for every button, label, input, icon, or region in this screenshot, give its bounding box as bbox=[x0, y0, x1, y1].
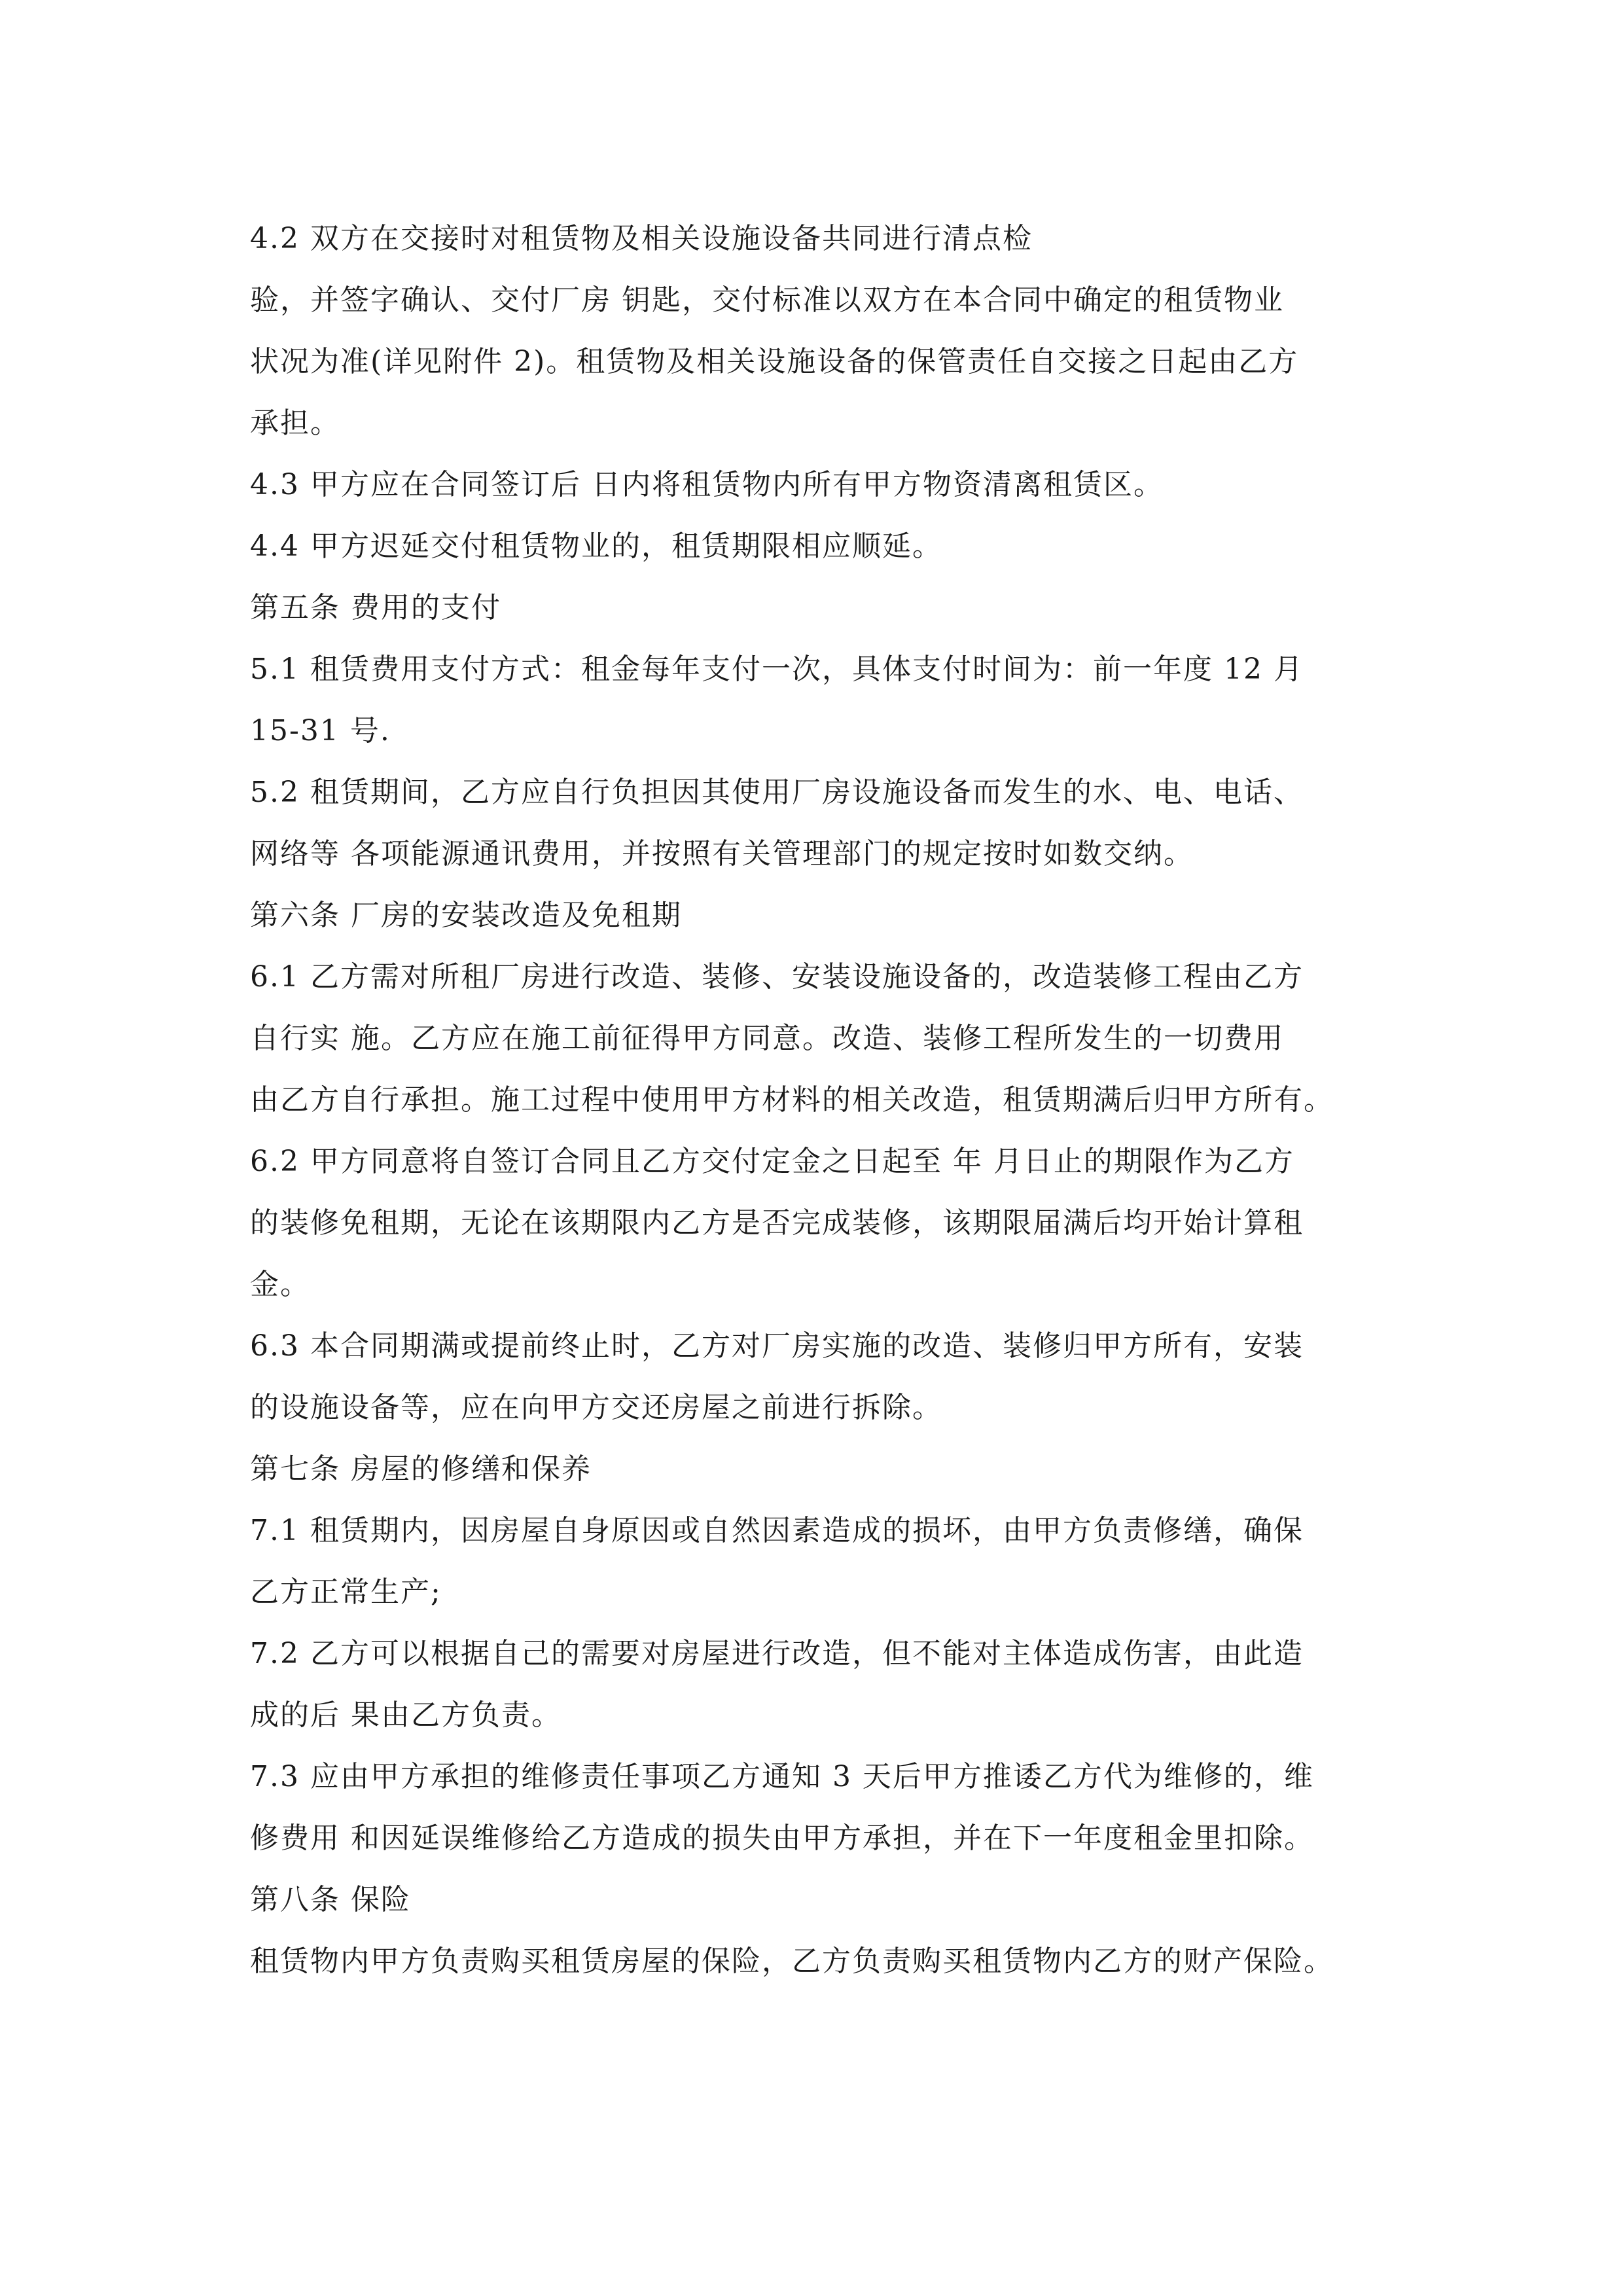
clause-5-1-line-2: 15-31 号. bbox=[250, 714, 391, 747]
article-8-text: 租赁物内甲方负责购买租赁房屋的保险，乙方负责购买租赁物内乙方的财产保险。 bbox=[250, 1945, 1334, 1978]
article-8-heading: 第八条 保险 bbox=[250, 1883, 411, 1916]
clause-6-1-line-2: 自行实 施。乙方应在施工前征得甲方同意。改造、装修工程所发生的一切费用 bbox=[250, 1022, 1284, 1055]
clause-6-3-line-2: 的设施设备等，应在向甲方交还房屋之前进行拆除。 bbox=[250, 1391, 942, 1424]
clause-5-1-line-1: 5.1 租赁费用支付方式：租金每年支付一次，具体支付时间为：前一年度 12 月 bbox=[250, 653, 1304, 686]
clause-6-3-line-1: 6.3 本合同期满或提前终止时，乙方对厂房实施的改造、装修归甲方所有，安装 bbox=[250, 1329, 1304, 1363]
clause-7-1-line-2: 乙方正常生产; bbox=[250, 1575, 442, 1609]
article-7-heading: 第七条 房屋的修缮和保养 bbox=[250, 1452, 592, 1486]
clause-4-3: 4.3 甲方应在合同签订后 日内将租赁物内所有甲方物资清离租赁区。 bbox=[250, 468, 1164, 501]
article-5-heading: 第五条 费用的支付 bbox=[250, 591, 501, 624]
clause-6-2-line-3: 金。 bbox=[250, 1268, 310, 1301]
clause-6-2-line-2: 的装修免租期，无论在该期限内乙方是否完成装修，该期限届满后均开始计算租 bbox=[250, 1206, 1304, 1240]
clause-7-3-line-1: 7.3 应由甲方承担的维修责任事项乙方通知 3 天后甲方推诿乙方代为维修的，维 bbox=[250, 1760, 1314, 1793]
clause-7-2-line-1: 7.2 乙方可以根据自己的需要对房屋进行改造，但不能对主体造成伤害，由此造 bbox=[250, 1637, 1304, 1670]
clause-7-3-line-2: 修费用 和因延误维修给乙方造成的损失由甲方承担，并在下一年度租金里扣除。 bbox=[250, 1821, 1314, 1855]
clause-5-2-line-1: 5.2 租赁期间，乙方应自行负担因其使用厂房设施设备而发生的水、电、电话、 bbox=[250, 776, 1304, 809]
clause-4-2-line-4: 承担。 bbox=[250, 406, 340, 440]
clause-6-2-line-1: 6.2 甲方同意将自签订合同且乙方交付定金之日起至 年 月日止的期限作为乙方 bbox=[250, 1145, 1294, 1178]
clause-4-4: 4.4 甲方迟延交付租赁物业的，租赁期限相应顺延。 bbox=[250, 529, 942, 563]
clause-6-1-line-1: 6.1 乙方需对所租厂房进行改造、装修、安装设施设备的，改造装修工程由乙方 bbox=[250, 960, 1304, 994]
clause-5-2-line-2: 网络等 各项能源通讯费用，并按照有关管理部门的规定按时如数交纳。 bbox=[250, 837, 1194, 870]
clause-6-1-line-3: 由乙方自行承担。施工过程中使用甲方材料的相关改造，租赁期满后归甲方所有。 bbox=[250, 1083, 1334, 1117]
clause-4-2-line-1: 4.2 双方在交接时对租赁物及相关设施设备共同进行清点检 bbox=[250, 222, 1033, 255]
clause-4-2-line-2: 验，并签字确认、交付厂房 钥匙，交付标准以双方在本合同中确定的租赁物业 bbox=[250, 283, 1284, 317]
clause-7-2-line-2: 成的后 果由乙方负责。 bbox=[250, 1698, 562, 1732]
contract-body bbox=[250, 208, 1389, 1992]
clause-4-2-line-3: 状况为准(详见附件 2)。租赁物及相关设施设备的保管责任自交接之日起由乙方 bbox=[250, 345, 1299, 378]
article-6-heading: 第六条 厂房的安装改造及免租期 bbox=[250, 899, 682, 932]
clause-7-1-line-1: 7.1 租赁期内，因房屋自身原因或自然因素造成的损坏，由甲方负责修缮，确保 bbox=[250, 1514, 1304, 1547]
